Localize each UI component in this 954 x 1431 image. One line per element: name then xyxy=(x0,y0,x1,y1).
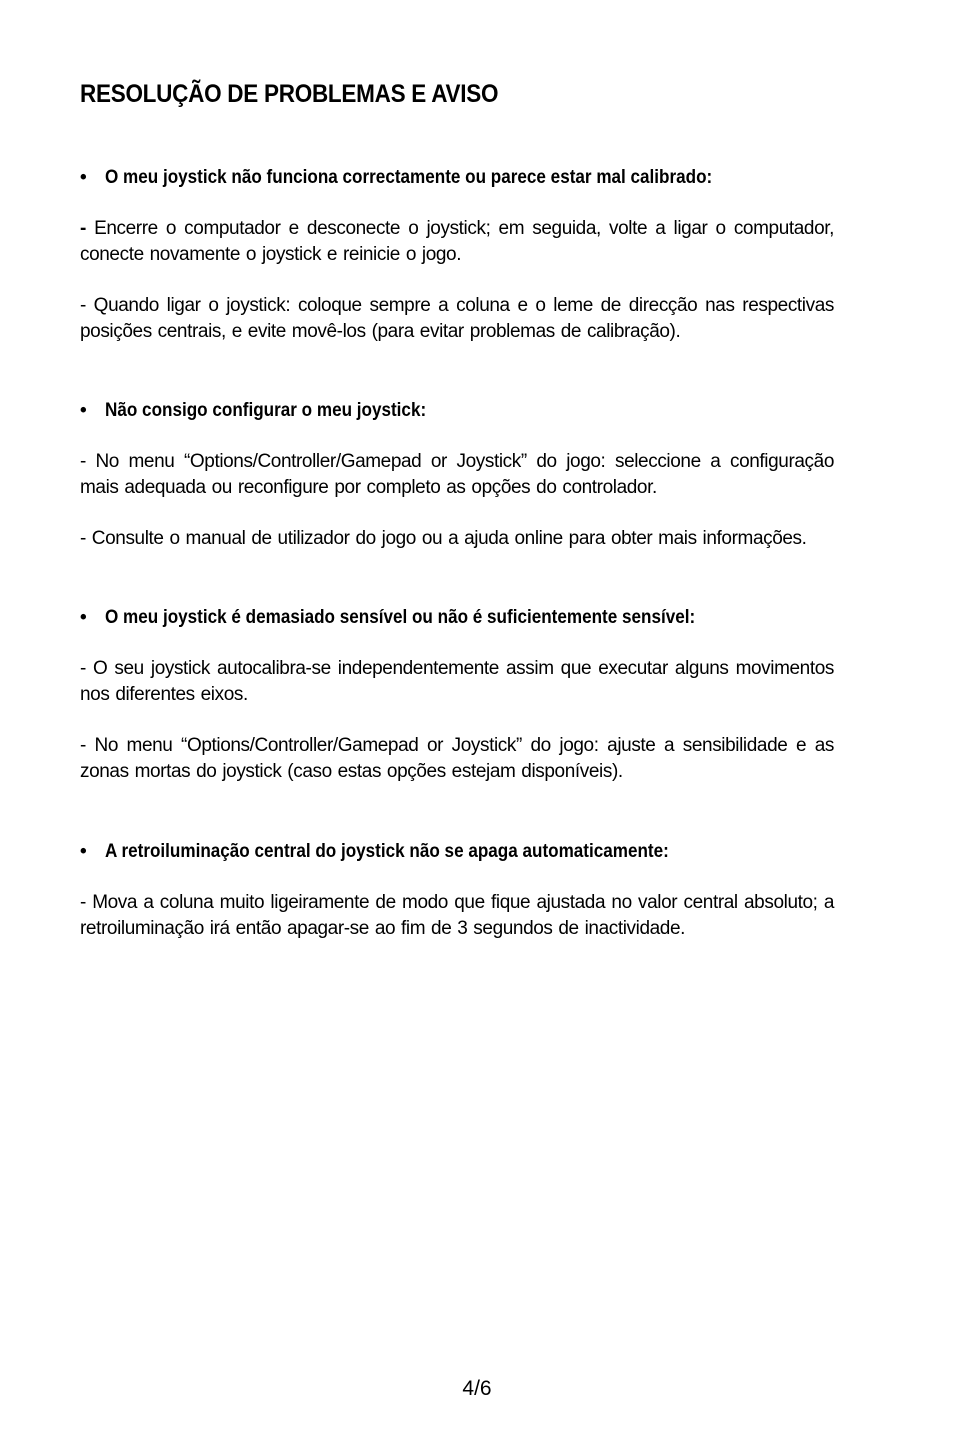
section-heading xyxy=(80,398,834,424)
section-calibration xyxy=(80,165,834,345)
page-title: RESOLUÇÃO DE PROBLEMAS E AVISO xyxy=(80,80,499,108)
section-heading-text: O meu joystick é demasiado sensível ou não é suficientemente sensível: xyxy=(105,607,696,628)
bullet-icon: • xyxy=(80,607,87,628)
page-number: 4/6 xyxy=(462,1377,492,1400)
section-heading xyxy=(80,839,834,865)
paragraph: - Consulte o manual de utilizador do jogo ou a ajuda online para obter mais informações. xyxy=(80,528,807,549)
paragraph xyxy=(80,216,834,268)
section-heading-text: A retroiluminação central do joystick não se apaga automaticamente: xyxy=(105,841,669,862)
paragraph-text: Encerre o computador e desconecte o joystick; em seguida, volte a ligar o computador, conecte novamente o joystick e reinicie o jogo. xyxy=(80,218,834,265)
section-heading xyxy=(80,605,834,631)
bullet-icon: • xyxy=(80,400,87,421)
section-sensitivity xyxy=(80,605,834,785)
section-backlight xyxy=(80,839,834,942)
section-heading xyxy=(80,165,834,191)
section-heading-text: O meu joystick não funciona correctamente ou parece estar mal calibrado: xyxy=(105,167,713,188)
dash-marker: - xyxy=(80,218,86,239)
bullet-icon: • xyxy=(80,841,87,862)
paragraph: - Mova a coluna muito ligeiramente de modo que fique ajustada no valor central absoluto; a retroiluminação irá então apagar-se ao fim de 3 segundos de inactividade. xyxy=(80,892,834,939)
section-configuration xyxy=(80,398,834,552)
paragraph: - No menu “Options/Controller/Gamepad or Joystick” do jogo: seleccione a configuração mais adequada ou reconfigure por completo as opções do controlador. xyxy=(80,451,834,498)
section-heading-text: Não consigo configurar o meu joystick: xyxy=(105,400,427,421)
paragraph: - Quando ligar o joystick: coloque sempre a coluna e o leme de direcção nas respectivas posições centrais, e evite movê-los (para evitar problemas de calibração). xyxy=(80,295,834,342)
paragraph: - O seu joystick autocalibra-se independentemente assim que executar alguns movimentos nos diferentes eixos. xyxy=(80,658,834,705)
bullet-icon: • xyxy=(80,167,87,188)
paragraph: - No menu “Options/Controller/Gamepad or Joystick” do jogo: ajuste a sensibilidade e as zonas mortas do joystick (caso estas opções estejam disponíveis). xyxy=(80,735,834,782)
